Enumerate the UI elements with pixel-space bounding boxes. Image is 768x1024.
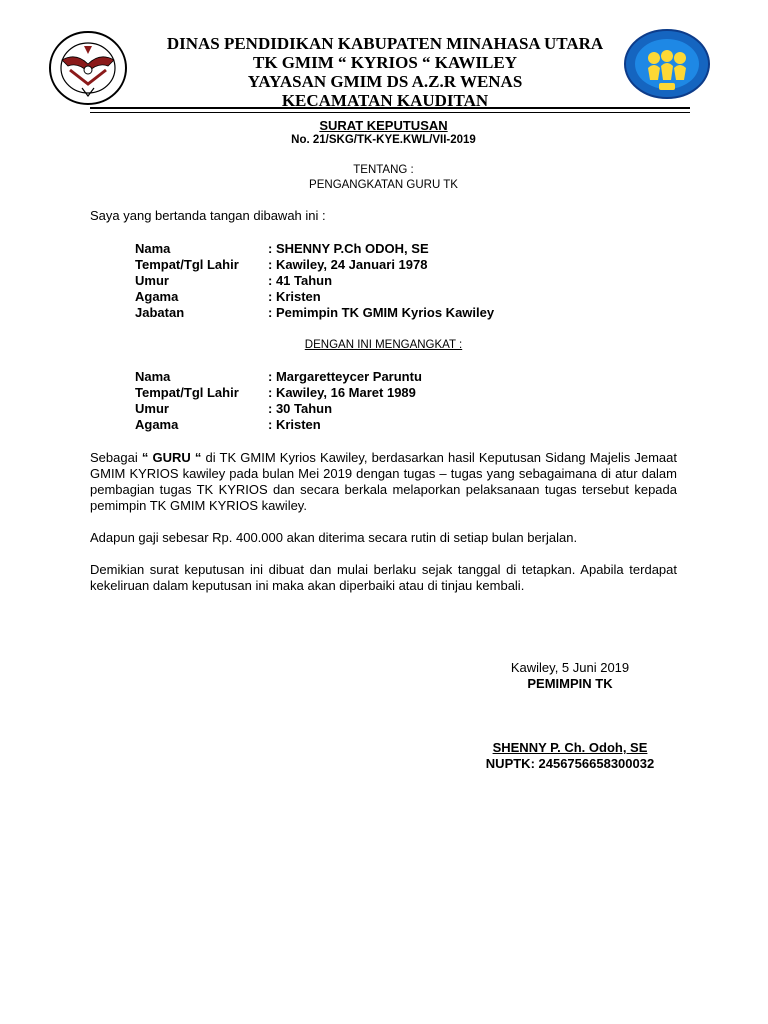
intro-text: Saya yang bertanda tangan dibawah ini : xyxy=(90,208,326,223)
paud-logo-icon xyxy=(622,28,712,100)
field-value: : Kawiley, 16 Maret 1989 xyxy=(268,385,416,400)
body-paragraph-1 xyxy=(90,450,677,514)
field-value: : Pemimpin TK GMIM Kyrios Kawiley xyxy=(268,305,495,320)
document-number: No. 21/SKG/TK-KYE.KWL/VII-2019 xyxy=(291,134,476,146)
letterhead-line-3: YAYASAN GMIM DS A.Z.R WENAS xyxy=(247,72,523,91)
field-value: : Margaretteycer Paruntu xyxy=(268,369,422,384)
document-title: SURAT KEPUTUSAN xyxy=(319,118,448,133)
field-label: Tempat/Tgl Lahir xyxy=(135,257,239,272)
body-paragraph-2: Adapun gaji sebesar Rp. 400.000 akan diterima secara rutin di setiap bulan berjalan. xyxy=(90,530,578,545)
field-value: : Kristen xyxy=(268,289,321,304)
field-label: Nama xyxy=(135,241,171,256)
field-value: : Kawiley, 24 Januari 1978 xyxy=(268,257,428,272)
field-label: Nama xyxy=(135,369,171,384)
gmim-logo-icon xyxy=(48,30,128,106)
field-label: Umur xyxy=(135,401,169,416)
letterhead-rule-thick xyxy=(90,107,690,109)
field-value: : 30 Tahun xyxy=(268,401,333,416)
p1-guru-emphasis: “ GURU “ xyxy=(141,450,202,465)
appoint-heading: DENGAN INI MENGANGKAT : xyxy=(304,339,463,351)
field-label: Jabatan xyxy=(135,305,185,320)
tentang-subject: PENGANGKATAN GURU TK xyxy=(309,179,458,191)
signature-name: SHENNY P. Ch. Odoh, SE xyxy=(492,740,648,755)
field-label: Agama xyxy=(135,289,179,304)
tentang-label: TENTANG : xyxy=(353,164,414,176)
letterhead xyxy=(0,0,768,110)
field-label: Agama xyxy=(135,417,179,432)
field-value: : Kristen xyxy=(268,417,321,432)
p1-prefix: Sebagai xyxy=(90,450,142,465)
p1-rest: di TK GMIM Kyrios Kawiley, berdasarkan hasil Keputusan Sidang Majelis Jemaat GMIM KYRIOS kawiley pada bulan Mei 2019 dengan tugas – tugas yang sebagaimana di atur dalam pembagian tugas TK KYRIOS dan secara berkala melaporkan pelaksanaan tugas tersebut kepada pemimpin TK GMIM KYRIOS kawiley. xyxy=(90,450,677,513)
signature-role: PEMIMPIN TK xyxy=(527,676,613,691)
signature-place-date: Kawiley, 5 Juni 2019 xyxy=(510,660,630,675)
field-label: Tempat/Tgl Lahir xyxy=(135,385,239,400)
field-label: Umur xyxy=(135,273,169,288)
body-paragraph-3: Demikian surat keputusan ini dibuat dan mulai berlaku sejak tanggal di tetapkan. Apabila terdapat kekeliruan dalam keputusan ini maka akan diperbaiki atau di tinjau kembali. xyxy=(90,562,677,593)
field-value: : SHENNY P.Ch ODOH, SE xyxy=(268,241,429,256)
letterhead-line-1: DINAS PENDIDIKAN KABUPATEN MINAHASA UTARA xyxy=(166,34,604,53)
letterhead-text xyxy=(150,34,620,110)
letterhead-rule-thin xyxy=(90,112,690,113)
field-value: : 41 Tahun xyxy=(268,273,333,288)
letterhead-line-2: TK GMIM “ KYRIOS “ KAWILEY xyxy=(253,53,517,72)
letterhead-line-4: KECAMATAN KAUDITAN xyxy=(281,91,489,110)
signature-nuptk: NUPTK: 2456756658300032 xyxy=(485,756,655,771)
